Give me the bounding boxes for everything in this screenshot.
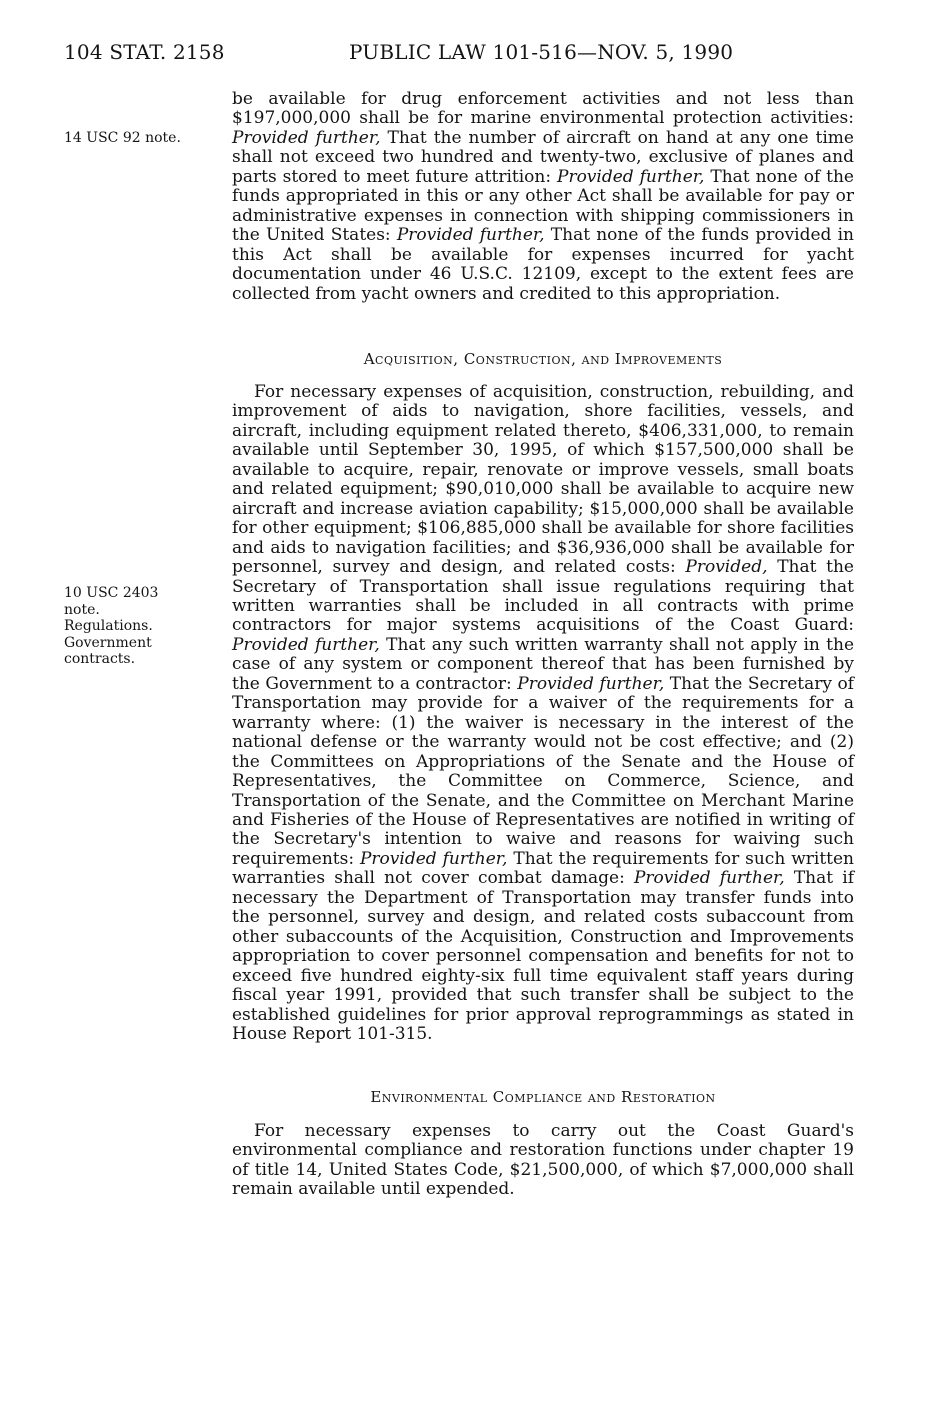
- paragraph: be available for drug enforcement activities and not less than $197,000,000 shall be for marine environmental protection activities: Provided further, That the number of aircraft on hand at any one time shall not exceed two hundred and twenty-two, exclusive of planes and parts stored to meet future attrition: Provided further, That none of the funds appropriated in this or any other Act shall be available for pay or administrative expenses in connection with shipping commissioners in the United States: Provided further, That none of the funds provided in this Act shall be available for expenses incurred for yacht documentation under 46 U.S.C. 12109, except to the extent fees are collected from yacht owners and credited to this appropriation.: [232, 89, 855, 304]
- margin-note-line: note.: [64, 601, 100, 618]
- environmental-paragraph: [232, 1122, 854, 1200]
- margin-note-line: Regulations.: [64, 618, 153, 634]
- margin-note-line: contracts.: [64, 651, 136, 667]
- continuation-paragraph: [232, 90, 854, 304]
- running-head: PUBLIC LAW 101-516—NOV. 5, 1990: [349, 40, 734, 64]
- paragraph: For necessary expenses to carry out the Coast Guard's environmental compliance and restoration functions under chapter 19 of title 14, United States Code, $21,500,000, of which $7,000,000 shall remain available until expended.: [232, 1121, 854, 1200]
- page-header: [64, 40, 854, 72]
- section-heading-environmental: Environmental Compliance and Restoration: [370, 1088, 716, 1106]
- margin-note-line: Government: [64, 634, 152, 651]
- page-number: 104 STAT. 2158: [64, 40, 225, 64]
- margin-note-10-usc: [64, 585, 224, 668]
- acquisition-paragraph: [232, 383, 854, 1044]
- section-heading-acquisition: Acquisition, Construction, and Improvements: [363, 350, 723, 368]
- margin-note-14-usc: 14 USC 92 note.: [64, 130, 181, 146]
- margin-note-line: 10 USC 2403: [64, 585, 159, 601]
- paragraph: For necessary expenses of acquisition, construction, rebuilding, and improvement of aids to navigation, shore facilities, vessels, and aircraft, including equipment related thereto, $406,331,000, to remain available until September 30, 1995, of which $157,500,000 shall be available to acquire, repair, renovate or improve vessels, small boats and related equipment; $90,010,000 shall be available to acquire new aircraft and increase aviation capability; $15,000,000 shall be available for other equipment; $106,885,000 shall be available for shore facilities and aids to navigation facilities; and $36,936,000 shall be available for personnel, survey and design, and related costs: Provided, That the Secretary of Transportation shall issue regulations requiring that written warranties shall be included in all contracts with prime contractors for major systems acquisitions of the Coast Guard: Provided further, That any such written warranty shall not apply in the case of any system or component thereof that has been furnished by the Government to a contractor: Provided further, That the Secretary of Transportation may provide for a waiver of the requirements for a warranty where: (1) the waiver is necessary in the interest of the national defense or the warranty would not be cost effective; and (2) the Committees on Appropriations of the Senate and the House of Representatives, the Committee on Commerce, Science, and Transportation of the Senate, and the Committee on Merchant Marine and Fisheries of the House of Representatives are notified in writing of the Secretary's intention to waive and reasons for waiving such requirements: Provided further, That the requirements for such written warranties shall not cover combat damage: Provided further, That if necessary the Department of Transportation may transfer funds into the personnel, survey and design, and related costs subaccount from other subaccounts of the Acquisition, Construction and Improvements appropriation to cover personnel compensation and benefits for not to exceed five hundred eighty-six full time equivalent staff years during fiscal year 1991, provided that such transfer shall be subject to the established guidelines for prior approval reprogrammings as stated in House Report 101-315.: [232, 382, 854, 1044]
